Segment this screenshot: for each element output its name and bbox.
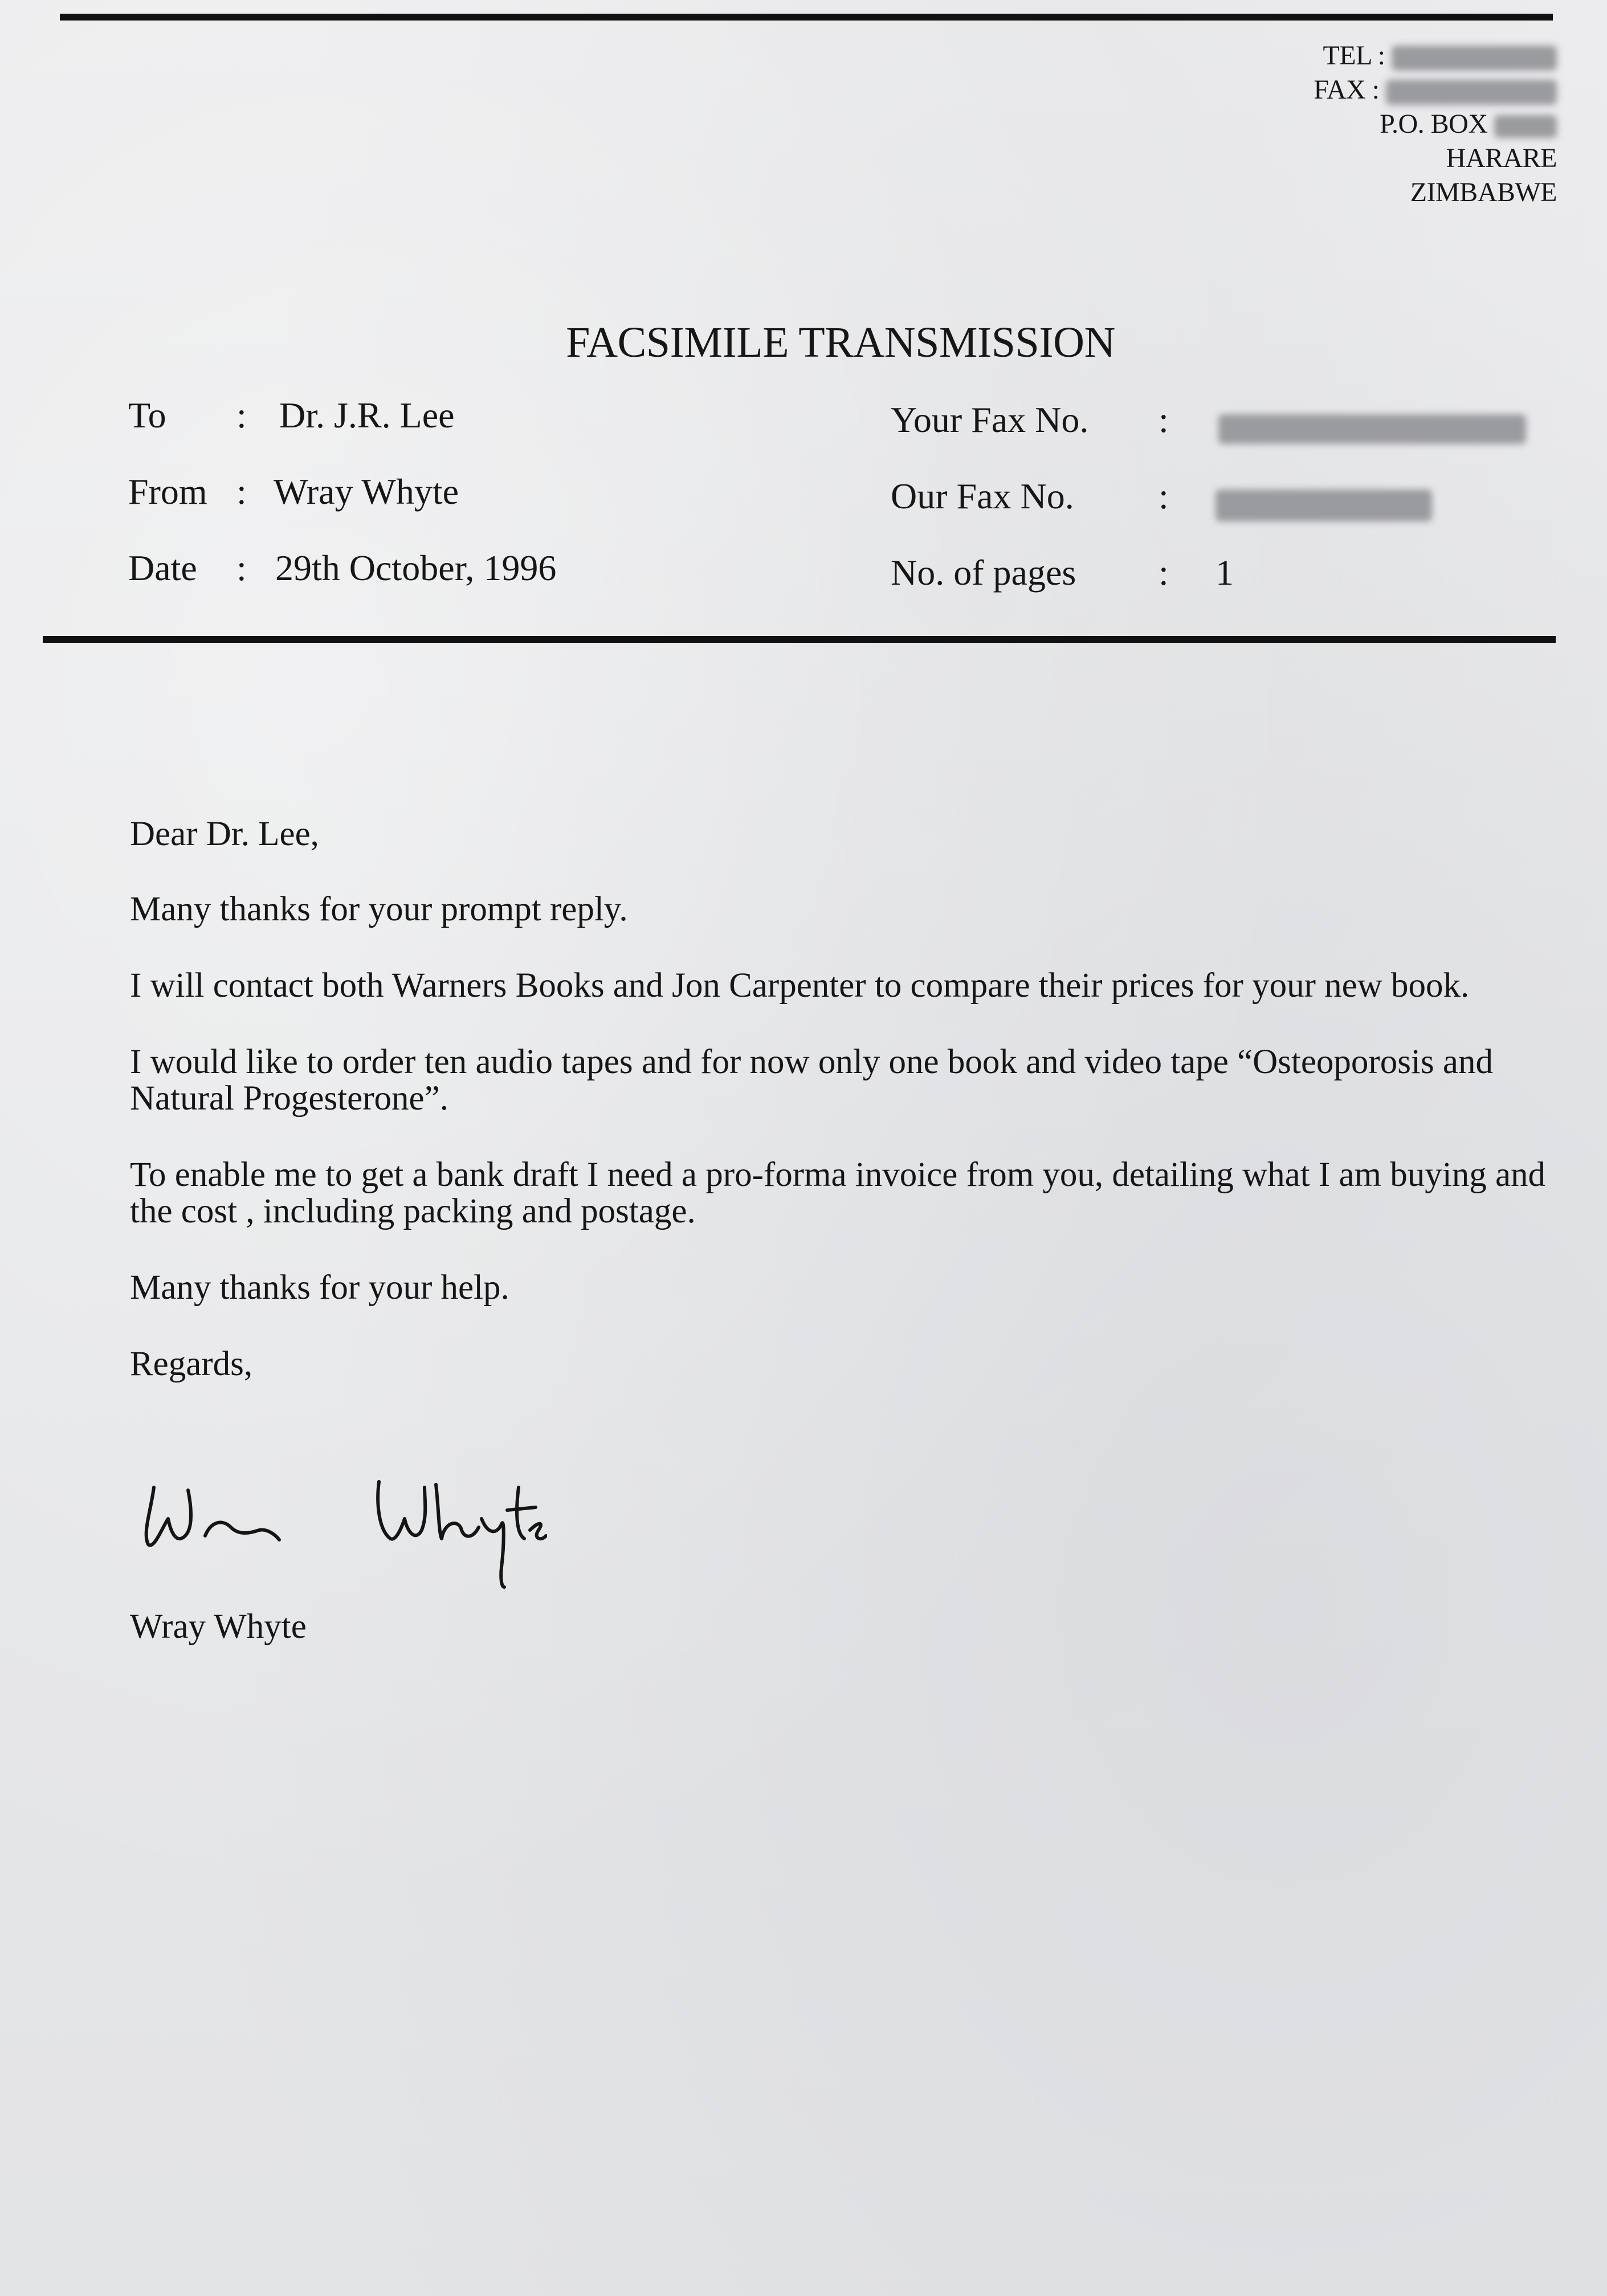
your-fax-label: Your Fax No. — [891, 399, 1089, 440]
our-fax-value — [1216, 481, 1432, 523]
handwritten-signature — [137, 1465, 547, 1590]
pages-label: No. of pages — [891, 552, 1076, 593]
po-box-line — [1314, 107, 1557, 141]
to-value: Dr. J.R. Lee — [279, 395, 455, 435]
po-box-label: P.O. BOX — [1380, 109, 1488, 139]
from-colon: : — [236, 471, 247, 512]
pages-row — [891, 552, 1546, 603]
paragraph-1: Many thanks for your prompt reply. — [130, 890, 628, 928]
date-label: Date — [128, 548, 197, 588]
header-divider — [43, 636, 1556, 643]
fax-line — [1314, 73, 1557, 107]
date-value: 29th October, 1996 — [275, 548, 557, 588]
fax-label: FAX : — [1314, 75, 1380, 105]
paragraph-2: I will contact both Warners Books and Jon Carpenter to compare their prices for your new book. — [130, 966, 1470, 1005]
paragraph-3: I would like to order ten audio tapes and for now only one book and video tape “Osteoporosis and Natural Progesterone”. — [130, 1043, 1493, 1118]
redacted-your-fax — [1218, 414, 1526, 444]
from-value: Wray Whyte — [274, 471, 459, 512]
your-fax-row — [891, 399, 1546, 450]
letterhead-address — [1314, 39, 1557, 210]
from-label: From — [128, 471, 207, 512]
page-title: FACSIMILE TRANSMISSION — [566, 319, 1115, 366]
letter-body — [130, 816, 1566, 1422]
pages-colon: : — [1159, 552, 1169, 593]
paragraph-4: To enable me to get a bank draft I need a pro-forma invoice from you, detailing what I am buying and the cost , including packing and postage. — [130, 1156, 1546, 1230]
country: ZIMBABWE — [1410, 177, 1557, 207]
redacted-fax — [1386, 80, 1557, 105]
redacted-po-box — [1494, 115, 1557, 138]
date-colon: : — [236, 548, 247, 588]
your-fax-colon: : — [1159, 399, 1169, 440]
top-rule — [60, 14, 1553, 21]
paragraph-5: Many thanks for your help. — [130, 1269, 509, 1307]
pages-value: 1 — [1216, 552, 1234, 593]
signer-name: Wray Whyte — [130, 1608, 307, 1646]
our-fax-colon: : — [1159, 476, 1169, 516]
greeting: Dear Dr. Lee, — [130, 815, 319, 853]
your-fax-value — [1218, 405, 1526, 447]
from-row — [128, 471, 812, 516]
tel-line — [1314, 39, 1557, 73]
redacted-our-fax — [1216, 490, 1432, 521]
to-row — [128, 394, 812, 440]
closing: Regards, — [130, 1345, 253, 1383]
to-colon: : — [236, 395, 247, 435]
our-fax-label: Our Fax No. — [891, 476, 1074, 516]
date-row — [128, 547, 812, 593]
to-label: To — [128, 395, 166, 435]
redacted-tel — [1392, 46, 1557, 71]
city: HARARE — [1446, 143, 1557, 173]
our-fax-row — [891, 475, 1546, 527]
tel-label: TEL : — [1323, 40, 1385, 71]
